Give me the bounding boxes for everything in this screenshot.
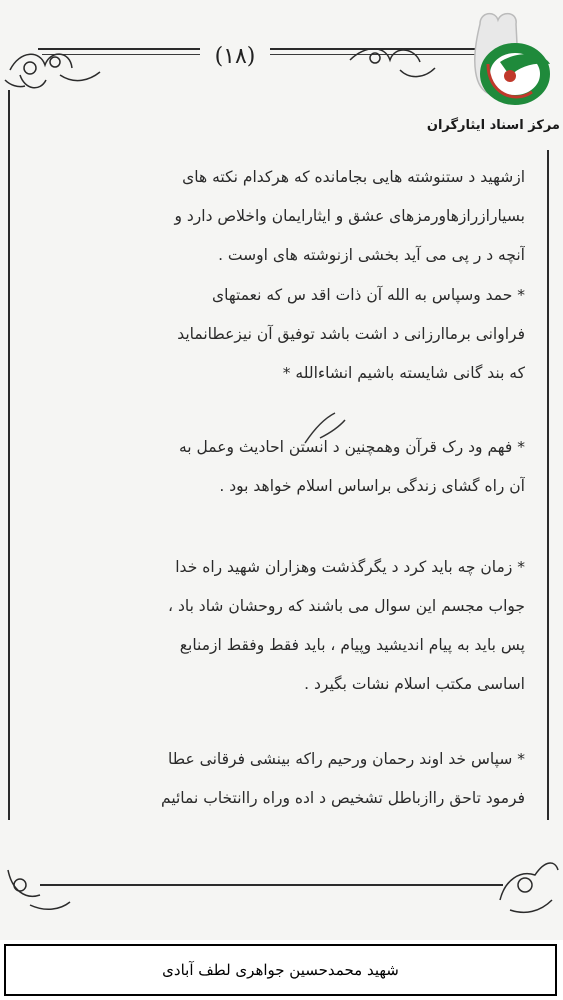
frame-right-line: [547, 150, 549, 820]
text-line: اساسی مکتب اسلام نشات بگیرد .: [304, 675, 525, 693]
caption-text: شهید محمدحسین جواهری لطف آبادی: [162, 961, 399, 979]
text-line: پس باید به پیام اندیشید وپیام ، باید فقط وفقط ازمنابع: [179, 636, 525, 654]
text-line: آن راه گشای زندگی براساس اسلام خواهد بود .: [219, 477, 525, 495]
corner-flower-ornament-top-left: [0, 30, 110, 100]
text-line: * سپاس خد اوند رحمان ورحیم راکه بینشی فرقانی عطا: [168, 750, 525, 768]
corner-flower-ornament-bottom-left: [0, 860, 80, 920]
frame-left-line: [8, 90, 10, 820]
text-line: جواب مجسم این سوال می باشند که روحشان شاد باد ،: [168, 597, 525, 615]
text-line: * فهم ود رک قرآن وهمچنین د انستن احادیث وعمل به: [179, 438, 525, 456]
paragraph-praise: [45, 276, 525, 393]
paragraph-quran: [45, 428, 525, 506]
logo-text: مرکز اسناد ایثارگران: [426, 118, 560, 133]
text-line: بسیارازرازهاورمزهای عشق و ایثارایمان واخلاص دارد و: [174, 207, 525, 225]
text-line: فرمود تاحق راازباطل تشخیص د اده وراه راانتخاب نمائیم: [161, 789, 525, 807]
caption-box: [4, 944, 557, 996]
text-line: ازشهید د ستنوشته هایی بجامانده که هرکدام نکته های: [182, 168, 525, 186]
paragraph-intro: [45, 158, 525, 275]
ink-scribble-mark: [300, 408, 350, 448]
text-line: فراوانی برماارزانی د اشت باشد توفیق آن نیزعطانماید: [177, 325, 525, 343]
text-line: * زمان چه باید کرد د یگرگذشت وهزاران شهید راه خدا: [175, 558, 525, 576]
margin-scan-mark: [549, 150, 559, 210]
corner-flower-ornament-bottom-right: [490, 840, 563, 920]
paragraph-gratitude: [45, 740, 525, 818]
page-number: (۱۸): [200, 44, 270, 69]
corner-flower-ornament-top-right: [340, 30, 450, 90]
frame-bottom-line: [40, 884, 503, 886]
text-line: که بند گانی شایسته باشیم انشاءالله *: [282, 364, 525, 382]
text-line: آنچه د ر پی می آید بخشی ازنوشته های اوست .: [218, 246, 525, 264]
text-line: * حمد وسپاس به الله آن ذات اقد س که نعمتهای: [212, 286, 525, 304]
paragraph-martyrs: [45, 548, 525, 704]
